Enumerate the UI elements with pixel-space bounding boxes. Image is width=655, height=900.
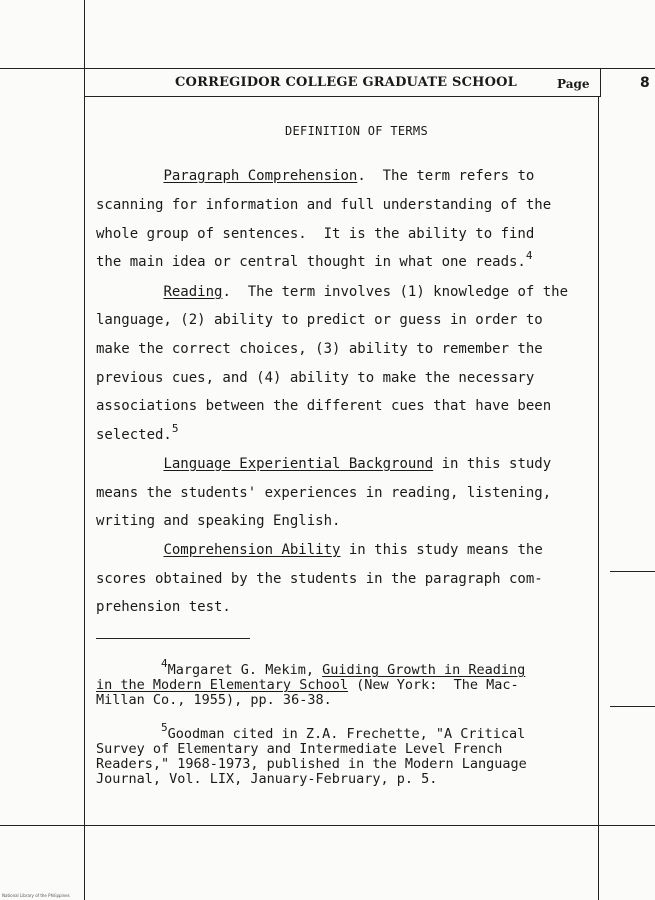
margin-tick bbox=[610, 571, 655, 572]
footnote-ref-5: 5 bbox=[171, 422, 179, 435]
text-line: selected.$^5$ bbox=[96, 422, 179, 443]
term-paragraph-comprehension: Paragraph Comprehension bbox=[163, 168, 358, 184]
footnote-4-line: $^4$Margaret G. Mekim, Guiding Growth in Reading bbox=[161, 657, 526, 678]
section-title: DEFINITION OF TERMS bbox=[285, 124, 428, 138]
header-underline-rule bbox=[85, 96, 600, 97]
school-name-header: CORREGIDOR COLLEGE GRADUATE SCHOOL bbox=[175, 75, 517, 90]
comprehension-ability-line: Comprehension Ability in this study means the bbox=[163, 542, 543, 558]
scan-footer-note: National Library of the Philippines bbox=[2, 893, 70, 898]
footnote-4-line: Millan Co., 1955), pp. 36-38. bbox=[96, 692, 332, 708]
footnote-5-line: Readers," 1968-1973, published in the Modern Language bbox=[96, 756, 527, 772]
reading-line: Reading. The term involves (1) knowledge of the bbox=[163, 284, 569, 300]
footnote-separator bbox=[96, 638, 250, 639]
footnote-ref-4: 4 bbox=[525, 249, 533, 262]
footnote-5-line: Survey of Elementary and Intermediate Level French bbox=[96, 741, 503, 757]
text-line: the main idea or central thought in what one reads.$^4$ bbox=[96, 249, 533, 270]
footnote-5-number: 5 bbox=[161, 721, 168, 734]
term-comprehension-ability: Comprehension Ability bbox=[163, 542, 341, 558]
footnote-5-line: $^5$Goodman cited in Z.A. Frechette, "A Critical bbox=[161, 721, 526, 742]
text-line: means the students' experiences in reading, listening, bbox=[96, 485, 552, 501]
text-line: scores obtained by the students in the paragraph com- bbox=[96, 571, 543, 587]
text-line: language, (2) ability to predict or guess in order to bbox=[96, 312, 543, 328]
footnote-4-book-title-cont: in the Modern Elementary School bbox=[96, 677, 348, 693]
term-reading: Reading bbox=[163, 284, 223, 300]
text-line: previous cues, and (4) ability to make the necessary bbox=[96, 370, 535, 386]
bottom-horizontal-rule bbox=[0, 825, 655, 826]
footnote-4-line: in the Modern Elementary School (New York: The Mac- bbox=[96, 677, 519, 693]
page-number: 8 bbox=[640, 75, 650, 91]
language-background-line: Language Experiential Background in this study bbox=[163, 456, 552, 472]
footnote-4-number: 4 bbox=[161, 657, 168, 670]
text-line: associations between the different cues that have been bbox=[96, 398, 552, 414]
paragraph-comprehension-line: Paragraph Comprehension. The term refers to bbox=[163, 168, 535, 184]
term-language-experiential-background: Language Experiential Background bbox=[163, 456, 434, 472]
text-line: whole group of sentences. It is the ability to find bbox=[96, 226, 535, 242]
text-line: prehension test. bbox=[96, 599, 231, 615]
footnote-4-book-title: Guiding Growth in Reading bbox=[322, 662, 526, 678]
footnote-5-line: Journal, Vol. LIX, January-February, p. 5. bbox=[96, 771, 438, 787]
right-margin-rule bbox=[598, 97, 599, 900]
text-line: make the correct choices, (3) ability to remember the bbox=[96, 341, 543, 357]
top-horizontal-rule bbox=[0, 68, 655, 69]
text-line: writing and speaking English. bbox=[96, 513, 341, 529]
margin-tick bbox=[610, 706, 655, 707]
left-margin-rule bbox=[84, 0, 85, 900]
header-page-divider bbox=[600, 69, 601, 97]
page-label: Page bbox=[557, 77, 590, 91]
text-line: scanning for information and full understanding of the bbox=[96, 197, 552, 213]
